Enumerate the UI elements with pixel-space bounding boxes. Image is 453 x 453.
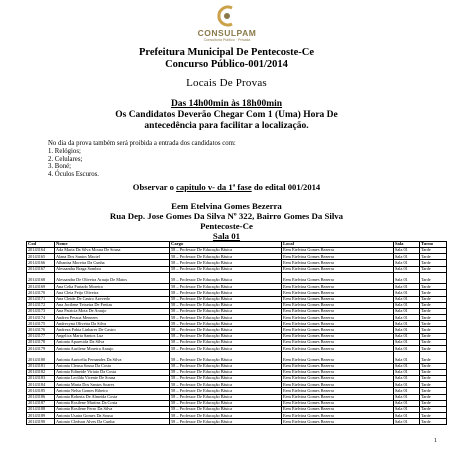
cell-cod: 20143185	[27, 388, 55, 394]
cell-local: Eem Etelvina Gomes Bezerra	[282, 394, 394, 400]
cell-nome: Antonia Aurilene Moreira Araujo	[55, 346, 170, 352]
cell-cargo: 58 – Professor De Educação Básica	[170, 260, 282, 266]
cell-sala: Sala 01	[394, 321, 420, 327]
cell-turno: Tarde	[420, 400, 447, 406]
cell-local: Eem Etelvina Gomes Bezerra	[282, 248, 394, 254]
prohibited-item: 1. Relógios;	[48, 148, 81, 155]
cell-cargo: 58 – Professor De Educação Básica	[170, 369, 282, 375]
cell-cod: 20143166	[27, 260, 55, 266]
cell-sala: Sala 01	[394, 302, 420, 308]
cell-cargo: 58 – Professor De Educação Básica	[170, 352, 282, 363]
cell-cargo: 58 – Professor De Educação Básica	[170, 363, 282, 369]
cell-sala: Sala 01	[394, 352, 420, 363]
candidates-table	[26, 241, 447, 425]
cell-local: Eem Etelvina Gomes Bezerra	[282, 327, 394, 333]
cell-nome: Angelica Maria Santos Luz	[55, 333, 170, 339]
table-row	[27, 352, 447, 363]
cell-nome: Ana Cleide De Castro Azevedo	[55, 296, 170, 302]
cell-nome: Antonia Edineide Viriato Da Costa	[55, 369, 170, 375]
cell-cargo: 58 – Professor De Educação Básica	[170, 296, 282, 302]
cell-cod: 20143181	[27, 363, 55, 369]
cell-sala: Sala 01	[394, 308, 420, 314]
cell-sala: Sala 01	[394, 375, 420, 381]
cell-local: Eem Etelvina Gomes Bezerra	[282, 346, 394, 352]
cell-cod: 20143169	[27, 284, 55, 290]
school-room: Sala 01	[212, 231, 241, 241]
cell-cargo: 58 – Professor De Educação Básica	[170, 321, 282, 327]
cell-local: Eem Etelvina Gomes Bezerra	[282, 339, 394, 345]
cell-cod: 20143171	[27, 296, 55, 302]
cell-local: Eem Etelvina Gomes Bezerra	[282, 352, 394, 363]
cell-cargo: 58 – Professor De Educação Básica	[170, 266, 282, 272]
cell-nome: Ana Patricia Mota De Araujo	[55, 308, 170, 314]
cell-sala: Sala 01	[394, 284, 420, 290]
cell-sala: Sala 01	[394, 272, 420, 283]
prohibited-item: 3. Boné;	[48, 163, 72, 171]
col-header-nome: Nome	[55, 242, 170, 248]
cell-turno: Tarde	[420, 302, 447, 308]
cell-cargo: 58 – Professor De Educação Básica	[170, 406, 282, 412]
cell-turno: Tarde	[420, 254, 447, 260]
cell-nome: Ana Cleia Feijo Oliveira	[55, 290, 170, 296]
header-concurso: Concurso Público-001/2014	[165, 59, 288, 70]
cell-sala: Sala 01	[394, 419, 420, 425]
cell-local: Eem Etelvina Gomes Bezerra	[282, 369, 394, 375]
cell-turno: Tarde	[420, 419, 447, 425]
table-body	[27, 248, 447, 425]
cell-local: Eem Etelvina Gomes Bezerra	[282, 272, 394, 283]
cell-nome: Alessandra De Oliveira Araujo De Matos	[55, 272, 170, 283]
cell-nome: Alana Dos Santos Maciel	[55, 254, 170, 260]
cell-cargo: 58 – Professor De Educação Básica	[170, 290, 282, 296]
cell-nome: Alessandra Braga Sombra	[55, 266, 170, 272]
cell-nome: Antonia Maria Dos Santos Soares	[55, 382, 170, 388]
cell-cargo: 58 – Professor De Educação Básica	[170, 284, 282, 290]
cell-local: Eem Etelvina Gomes Bezerra	[282, 406, 394, 412]
cell-local: Eem Etelvina Gomes Bezerra	[282, 302, 394, 308]
cell-turno: Tarde	[420, 308, 447, 314]
cell-sala: Sala 01	[394, 339, 420, 345]
cell-turno: Tarde	[420, 248, 447, 254]
cell-local: Eem Etelvina Gomes Bezerra	[282, 321, 394, 327]
cell-nome: Andreza Fabia Linhares De Castro	[55, 327, 170, 333]
cell-cod: 20143182	[27, 369, 55, 375]
col-header-cod: Cod	[27, 242, 55, 248]
cell-sala: Sala 01	[394, 315, 420, 321]
cell-sala: Sala 01	[394, 382, 420, 388]
header-notice-2: antecedência para facilitar a localização.	[144, 121, 309, 131]
cell-nome: Antonia Cleusa Sousa Da Costa	[55, 363, 170, 369]
header-prefeitura: Prefeitura Municipal De Pentecoste-Ce	[138, 47, 315, 58]
cell-sala: Sala 01	[394, 333, 420, 339]
cell-turno: Tarde	[420, 333, 447, 339]
cell-nome: Antonia Rosilene Martins Da Costa	[55, 400, 170, 406]
cell-local: Eem Etelvina Gomes Bezerra	[282, 296, 394, 302]
logo-name: CONSULPAM	[197, 28, 257, 38]
cell-cargo: 58 – Professor De Educação Básica	[170, 272, 282, 283]
cell-turno: Tarde	[420, 266, 447, 272]
cell-cod: 20143190	[27, 419, 55, 425]
cell-cod: 20143188	[27, 406, 55, 412]
cell-cod: 20143183	[27, 375, 55, 381]
cell-cod: 20143175	[27, 321, 55, 327]
cell-local: Eem Etelvina Gomes Bezerra	[282, 290, 394, 296]
cell-cod: 20143177	[27, 333, 55, 339]
cell-turno: Tarde	[420, 363, 447, 369]
observe-post: do edital 001/2014	[251, 182, 321, 192]
observe-pre: Observar o	[132, 182, 177, 192]
consulpam-emblem-icon	[216, 4, 238, 28]
col-header-cargo: Cargo	[170, 242, 282, 248]
cell-sala: Sala 01	[394, 363, 420, 369]
cell-turno: Tarde	[420, 369, 447, 375]
cell-turno: Tarde	[420, 382, 447, 388]
cell-turno: Tarde	[420, 346, 447, 352]
cell-local: Eem Etelvina Gomes Bezerra	[282, 375, 394, 381]
cell-cargo: 58 – Professor De Educação Básica	[170, 254, 282, 260]
cell-turno: Tarde	[420, 388, 447, 394]
cell-cod: 20143186	[27, 394, 55, 400]
cell-cod: 20143180	[27, 352, 55, 363]
cell-local: Eem Etelvina Gomes Bezerra	[282, 308, 394, 314]
cell-turno: Tarde	[420, 406, 447, 412]
cell-cod: 20143189	[27, 413, 55, 419]
cell-cod: 20143178	[27, 339, 55, 345]
cell-turno: Tarde	[420, 352, 447, 363]
cell-nome: Antonia Nelsa Gomes Ribeiro	[55, 388, 170, 394]
col-header-sala: Sala	[394, 242, 420, 248]
cell-cod: 20143164	[27, 248, 55, 254]
cell-nome: Antonia Usatra Gomes Da Sousa	[55, 413, 170, 419]
cell-local: Eem Etelvina Gomes Bezerra	[282, 419, 394, 425]
cell-turno: Tarde	[420, 296, 447, 302]
prohibited-list	[48, 148, 99, 178]
cell-sala: Sala 01	[394, 369, 420, 375]
cell-sala: Sala 01	[394, 413, 420, 419]
prohibited-item: 4. Óculos Escuros.	[48, 170, 99, 178]
col-header-turno: Turno	[420, 242, 447, 248]
cell-cargo: 58 – Professor De Educação Básica	[170, 346, 282, 352]
cell-local: Eem Etelvina Gomes Bezerra	[282, 333, 394, 339]
prohibited-item: 2. Celulares;	[48, 155, 83, 163]
cell-sala: Sala 01	[394, 290, 420, 296]
cell-sala: Sala 01	[394, 406, 420, 412]
cell-cargo: 58 – Professor De Educação Básica	[170, 413, 282, 419]
cell-cod: 20143184	[27, 382, 55, 388]
cell-turno: Tarde	[420, 284, 447, 290]
cell-cod: 20143170	[27, 290, 55, 296]
logo-tagline: Consultoria Público · Privada	[203, 38, 251, 42]
cell-nome: Antonia Lecilda Vicente De Sousa	[55, 375, 170, 381]
cell-local: Eem Etelvina Gomes Bezerra	[282, 266, 394, 272]
cell-sala: Sala 01	[394, 400, 420, 406]
header-time: Das 14h00min às 18h00min	[170, 99, 283, 109]
cell-sala: Sala 01	[394, 248, 420, 254]
cell-cod: 20143172	[27, 302, 55, 308]
table-row	[27, 272, 447, 283]
cell-nome: Antonia Aparecida Da Silva	[55, 339, 170, 345]
cell-turno: Tarde	[420, 290, 447, 296]
cell-nome: Antonia Roberta De Almeida Costa	[55, 394, 170, 400]
cell-turno: Tarde	[420, 272, 447, 283]
cell-cod: 20143168	[27, 272, 55, 283]
observe-chapter: capitulo v- da 1ª fase	[176, 182, 252, 192]
cell-nome: Antonia Auricelia Fernandes Da Silva	[55, 352, 170, 363]
cell-sala: Sala 01	[394, 266, 420, 272]
cell-sala: Sala 01	[394, 327, 420, 333]
cell-cargo: 58 – Professor De Educação Básica	[170, 382, 282, 388]
cell-local: Eem Etelvina Gomes Bezerra	[282, 363, 394, 369]
cell-cod: 20143176	[27, 327, 55, 333]
cell-turno: Tarde	[420, 260, 447, 266]
header-locais: Locais De Provas	[186, 77, 267, 89]
prohibited-intro: No dia da prova também será proibida a entrada dos candidatos com:	[48, 140, 236, 147]
cell-nome: Ana Celia Furtado Moreira	[55, 284, 170, 290]
cell-cargo: 58 – Professor De Educação Básica	[170, 388, 282, 394]
cell-sala: Sala 01	[394, 346, 420, 352]
cell-nome: Ada Maria Da Silva Moura De Sousa	[55, 248, 170, 254]
page-number: 1	[434, 438, 437, 444]
cell-nome: Antonio Cledson Alves Da Cunha	[55, 419, 170, 425]
cell-cargo: 58 – Professor De Educação Básica	[170, 394, 282, 400]
cell-nome: Andrea Pessoa Menezes	[55, 315, 170, 321]
cell-cargo: 58 – Professor De Educação Básica	[170, 327, 282, 333]
cell-local: Eem Etelvina Gomes Bezerra	[282, 388, 394, 394]
cell-nome: Antonia Rosilene Ferro Da Silva	[55, 406, 170, 412]
cell-nome: Albanisa Moreira Da Cunha	[55, 260, 170, 266]
cell-cargo: 58 – Professor De Educação Básica	[170, 400, 282, 406]
cell-turno: Tarde	[420, 315, 447, 321]
cell-local: Eem Etelvina Gomes Bezerra	[282, 413, 394, 419]
observe-notice	[0, 182, 453, 192]
cell-sala: Sala 01	[394, 388, 420, 394]
cell-turno: Tarde	[420, 375, 447, 381]
cell-cod: 20143179	[27, 346, 55, 352]
cell-local: Eem Etelvina Gomes Bezerra	[282, 260, 394, 266]
cell-cod: 20143165	[27, 254, 55, 260]
header-notice-1: Os Candidatos Deverão Chegar Com 1 (Uma) Hora De	[115, 110, 338, 120]
school-name: Eem Etelvina Gomes Bezerra	[171, 201, 282, 211]
cell-cargo: 58 – Professor De Educação Básica	[170, 248, 282, 254]
cell-sala: Sala 01	[394, 260, 420, 266]
cell-turno: Tarde	[420, 321, 447, 327]
cell-cargo: 58 – Professor De Educação Básica	[170, 375, 282, 381]
cell-cargo: 58 – Professor De Educação Básica	[170, 308, 282, 314]
cell-sala: Sala 01	[394, 254, 420, 260]
table-row	[27, 419, 447, 425]
cell-local: Eem Etelvina Gomes Bezerra	[282, 315, 394, 321]
cell-turno: Tarde	[420, 394, 447, 400]
cell-local: Eem Etelvina Gomes Bezerra	[282, 254, 394, 260]
cell-cod: 20143173	[27, 308, 55, 314]
cell-local: Eem Etelvina Gomes Bezerra	[282, 400, 394, 406]
cell-cod: 20143187	[27, 400, 55, 406]
cell-nome: Ana Jocilene Teixeira De Freitas	[55, 302, 170, 308]
cell-local: Eem Etelvina Gomes Bezerra	[282, 284, 394, 290]
cell-cod: 20143174	[27, 315, 55, 321]
cell-cargo: 58 – Professor De Educação Básica	[170, 333, 282, 339]
cell-turno: Tarde	[420, 327, 447, 333]
school-city: Pentecoste-Ce	[200, 221, 253, 231]
cell-sala: Sala 01	[394, 296, 420, 302]
cell-turno: Tarde	[420, 339, 447, 345]
school-address: Rua Dep. Jose Gomes Da Silva Nº 322, Bairro Gomes Da Silva	[109, 211, 344, 221]
cell-cargo: 58 – Professor De Educação Básica	[170, 339, 282, 345]
cell-sala: Sala 01	[394, 394, 420, 400]
col-header-local: Local	[282, 242, 394, 248]
cell-cargo: 58 – Professor De Educação Básica	[170, 302, 282, 308]
cell-cargo: 58 – Professor De Educação Básica	[170, 315, 282, 321]
consulpam-logo	[185, 4, 269, 46]
cell-turno: Tarde	[420, 413, 447, 419]
cell-cod: 20143167	[27, 266, 55, 272]
cell-nome: Andrecyna Oliveira Da Silva	[55, 321, 170, 327]
cell-cargo: 58 – Professor De Educação Básica	[170, 419, 282, 425]
cell-local: Eem Etelvina Gomes Bezerra	[282, 382, 394, 388]
